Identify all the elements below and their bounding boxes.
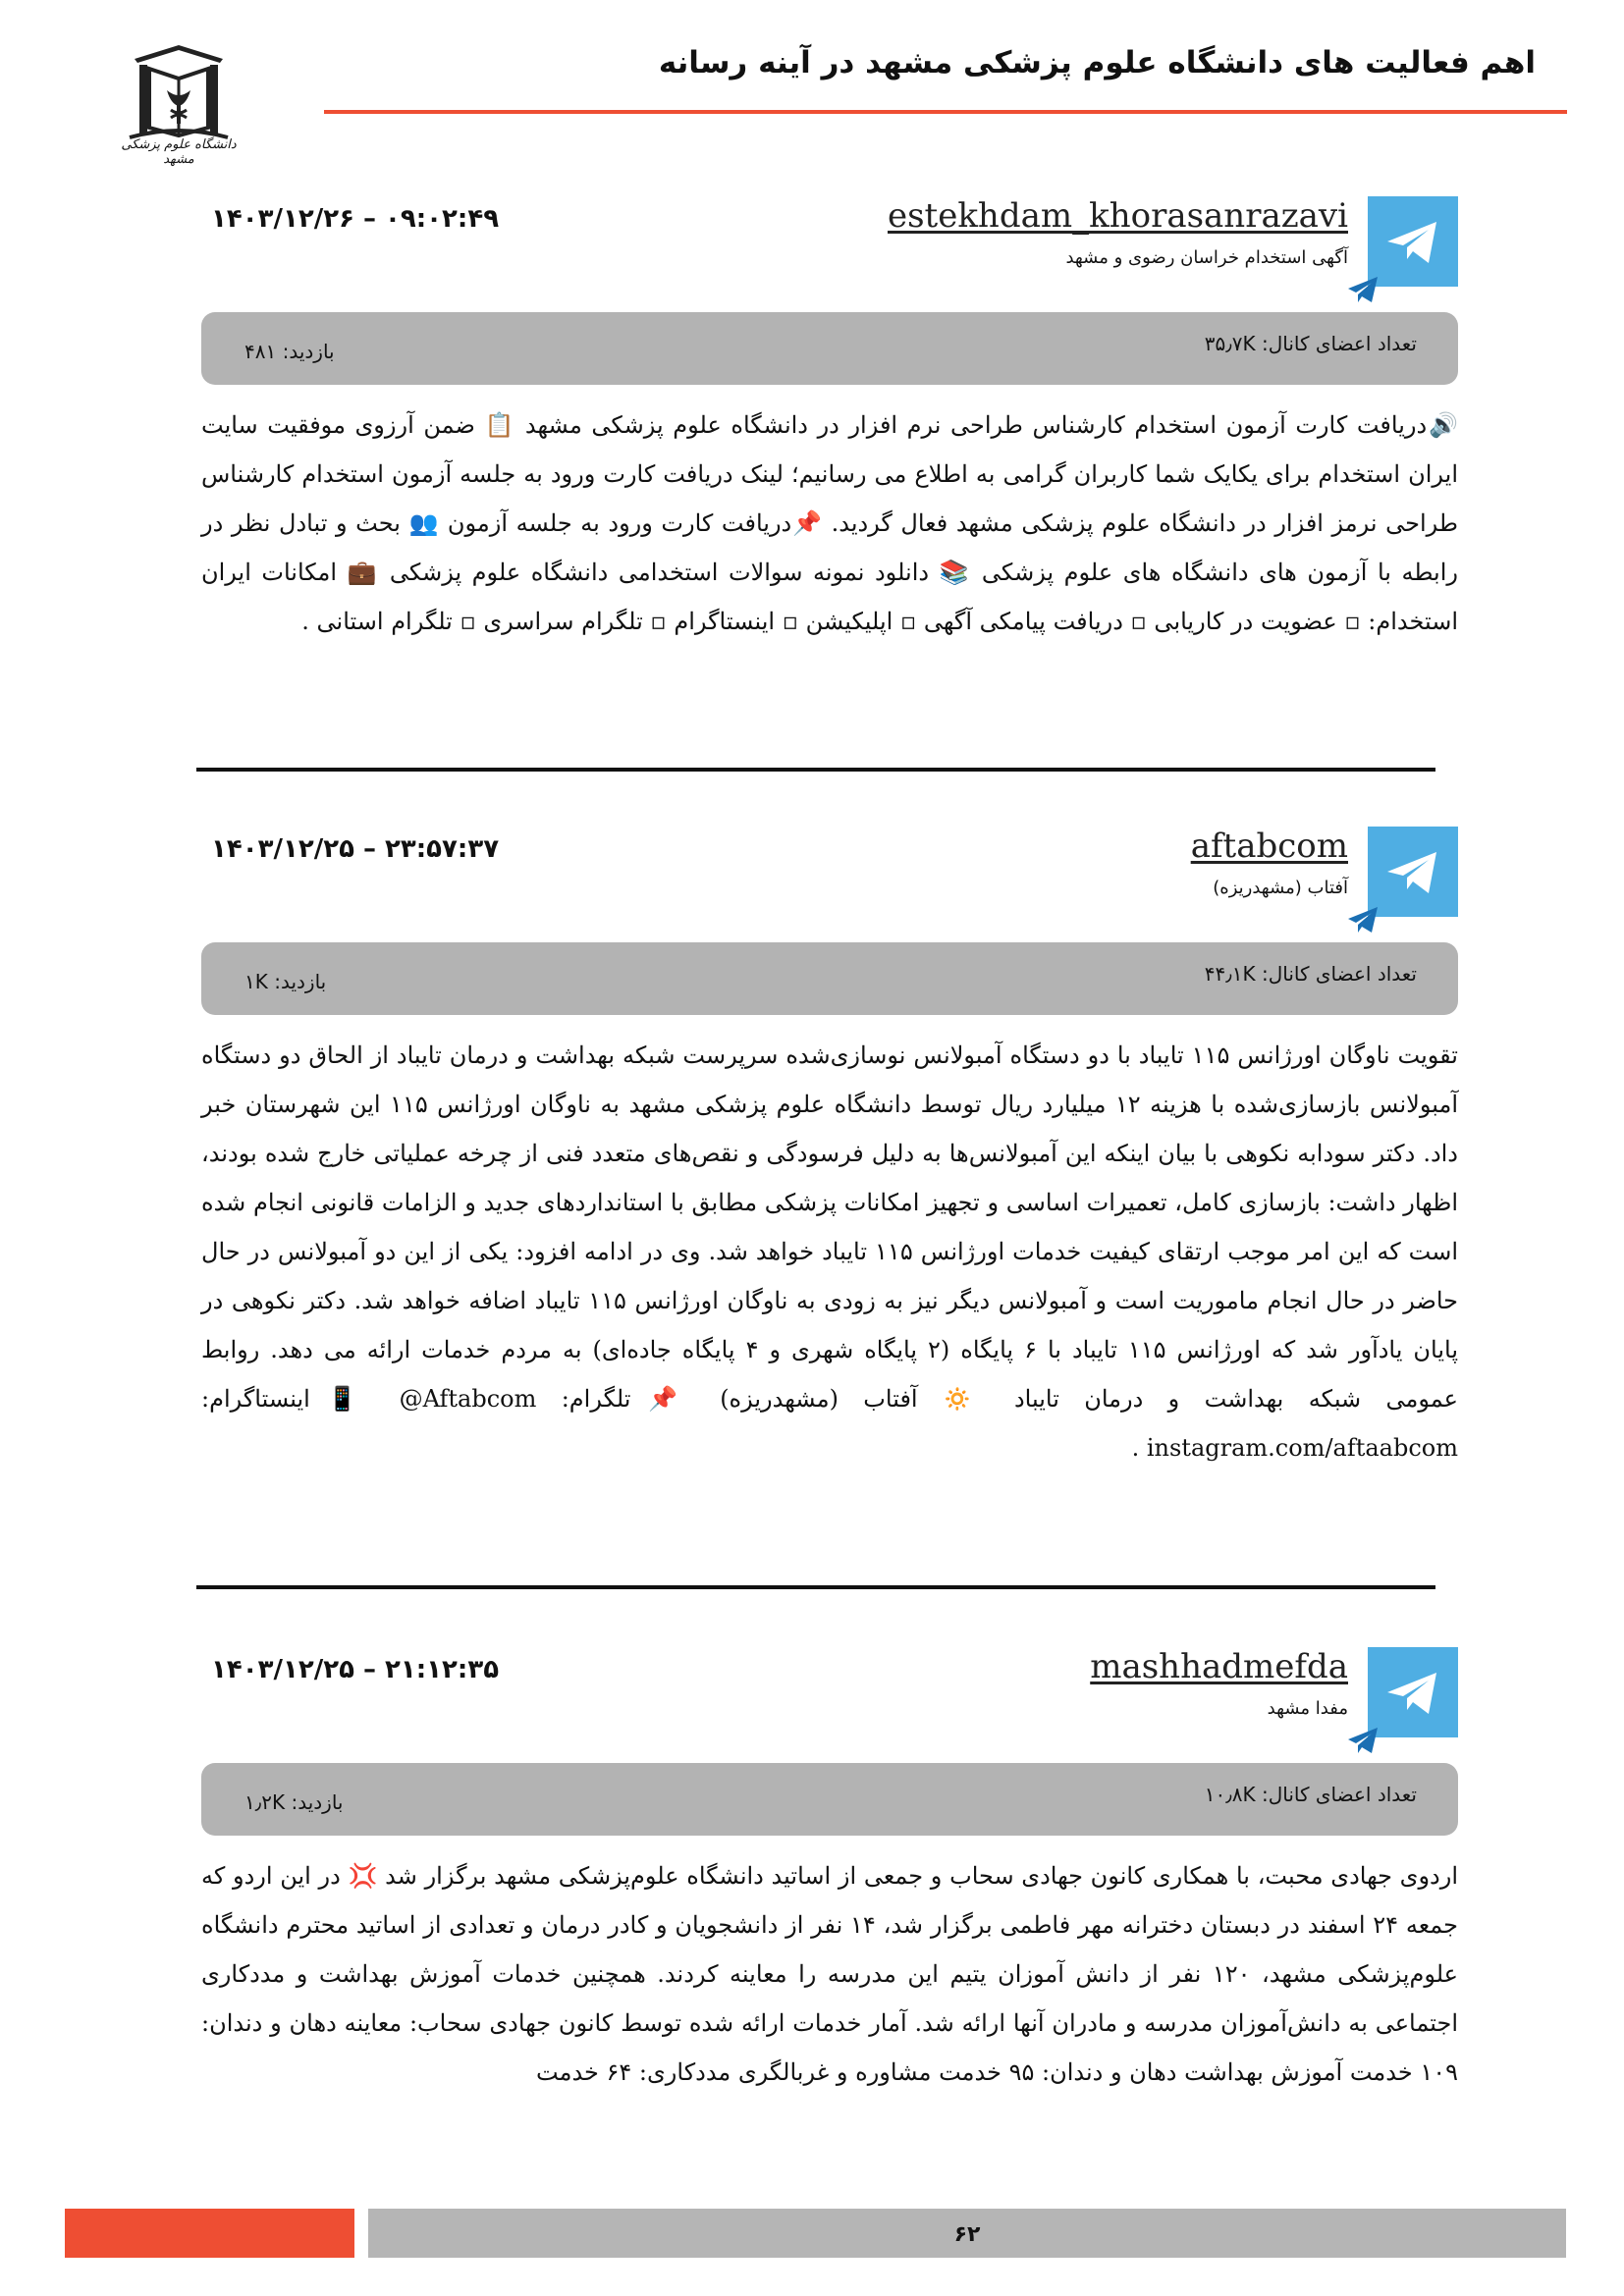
footer-bar: [368, 2209, 1566, 2258]
telegram-small-icon: [1346, 1726, 1380, 1755]
telegram-icon: [1368, 827, 1458, 917]
header-rule: [324, 110, 1567, 114]
stats-bar: [201, 1763, 1458, 1836]
telegram-icon: [1368, 1647, 1458, 1737]
telegram-icon: [1368, 196, 1458, 287]
document-title: اهم فعالیت های دانشگاه علوم پزشکی مشهد در آینه رسانه: [658, 45, 1536, 80]
post-card: [201, 196, 1458, 658]
post-datetime: ۱۴۰۳/۱۲/۲۵ – ۲۱:۱۲:۳۵: [211, 1655, 500, 1684]
post-datetime: ۱۴۰۳/۱۲/۲۵ – ۲۳:۵۷:۳۷: [211, 834, 500, 864]
page-number: ۶۲: [953, 2222, 981, 2247]
views-count: بازدید: ۴۸۱: [244, 340, 335, 363]
channel-handle-link[interactable]: mashhadmefda: [1090, 1647, 1348, 1686]
telegram-small-icon: [1346, 275, 1380, 304]
logo-caption: دانشگاه علوم پزشکی مشهد: [121, 137, 237, 167]
channel-description: آفتاب (مشهدریزه): [1213, 878, 1348, 898]
stats-bar: [201, 942, 1458, 1015]
post-datetime: ۱۴۰۳/۱۲/۲۶ – ۰۹:۰۲:۴۹: [211, 204, 500, 234]
channel-handle-link[interactable]: estekhdam_khorasanrazavi: [887, 196, 1348, 236]
post-body: اردوی جهادی محبت، با همکاری کانون جهادی سحاب و جمعی از اساتید دانشگاه علوم‌پزشکی مشهد برگزار شد 💢 در این اردو که جمعه ۲۴ اسفند در دبستان دخترانه مهر فاطمی برگزار شد، ۱۴ نفر از دانشجویان و کادر درمان و تعدادی از اساتید محترم دانشگاه علوم‌پزشکی مشهد، ۱۲۰ نفر از دانش آموزان یتیم این مدرسه را معاینه کردند. همچنین خدمات آموزش بهداشت و مددکاری اجتماعی به دانش‌آموزان مدرسه و مادران آنها ارائه شد. آمار خدمات ارائه شده توسط کانون جهادی سحاب: معاینه دهان و دندان: ۱۰۹ خدمت آموزش بهداشت دهان و دندان: ۹۵ خدمت مشاوره و غربالگری مددکاری: ۶۴ خدمت: [201, 1862, 1458, 2086]
post-body: تقویت ناوگان اورژانس ۱۱۵ تایباد با دو دستگاه آمبولانس نوسازی‌شده سرپرست شبکه بهداشت و درمان تایباد از الحاق دو دستگاه آمبولانس بازسازی‌شده با هزینه ۱۲ میلیارد ریال توسط دانشگاه علوم پزشکی مشهد به ناوگان اورژانس ۱۱۵ این شهرستان خبر داد. دکتر سودابه نکوهی با بیان اینکه این آمبولانس‌ها به دلیل فرسودگی و نقص‌های متعدد فنی از چرخه عملیاتی خارج شده بودند، اظهار داشت: بازسازی کامل، تعمیرات اساسی و تجهیز امکانات پزشکی مطابق با استانداردهای جدید و الزامات قانونی انجام شده است که این امر موجب ارتقای کیفیت خدمات اورژانس ۱۱۵ تایباد خواهد شد. وی در ادامه افزود: یکی از این دو آمبولانس در حال حاضر در حال انجام ماموریت است و آمبولانس دیگر نیز به زودی به ناوگان اورژانس ۱۱۵ تایباد اضافه خواهد شد. دکتر نکوهی در پایان یادآور شد که اورژانس ۱۱۵ تایباد با ۶ پایگاه (۲ پایگاه شهری و ۴ پایگاه جاده‌ای) به مردم خدمات ارائه می دهد. روابط عمومی شبکه بهداشت و درمان تایباد 🔅 آفتاب (مشهدریزه) 📌تلگرام: ‎@Aftabcom‏ 📱اینستاگرام: ‎instagram.com/aftaabcom‏ .: [201, 1041, 1459, 1462]
members-count: تعداد اعضای کانال: ۱۰٫۸K: [1204, 1783, 1417, 1806]
footer-accent-bar: [65, 2209, 354, 2258]
channel-description: مفدا مشهد: [1267, 1698, 1348, 1719]
members-count: تعداد اعضای کانال: ۴۴٫۱K: [1204, 962, 1417, 986]
views-count: بازدید: ۱K: [244, 970, 327, 993]
post-card: [201, 827, 1458, 1533]
stats-bar: [201, 312, 1458, 385]
post-separator: [196, 768, 1435, 772]
views-count: بازدید: ۱٫۲K: [244, 1790, 344, 1814]
telegram-small-icon: [1346, 905, 1380, 934]
channel-handle-link[interactable]: aftabcom: [1190, 827, 1348, 866]
post-body: 🔊دریافت کارت آزمون استخدام کارشناس طراحی نرم افزار در دانشگاه علوم پزشکی مشهد 📋 ضمن آرزوی موفقیت سایت ایران استخدام برای یکایک شما کاربران گرامی به اطلاع می رسانیم؛ لینک دریافت کارت ورود به جلسه آزمون استخدام کارشناس طراحی نرمز افزار در دانشگاه علوم پزشکی مشهد فعال گردید. 📌دریافت کارت ورود به جلسه آزمون 👥 بحث و تبادل نظر در رابطه با آزمون های دانشگاه های علوم پزشکی 📚 دانلود نمونه سوالات استخدامی دانشگاه علوم پزشکی 💼 امکانات ایران استخدام: ▫ عضویت در کاریابی ▫ دریافت پیامکی آگهی ▫ اپلیکیشن ▫ اینستاگرام ▫ تلگرام سراسری ▫ تلگرام استانی .: [201, 411, 1458, 635]
post-card: [201, 1647, 1458, 2138]
channel-description: آگهی استخدام خراسان رضوی و مشهد: [1065, 247, 1348, 268]
members-count: تعداد اعضای کانال: ۳۵٫۷K: [1204, 332, 1417, 355]
post-separator: [196, 1585, 1435, 1589]
